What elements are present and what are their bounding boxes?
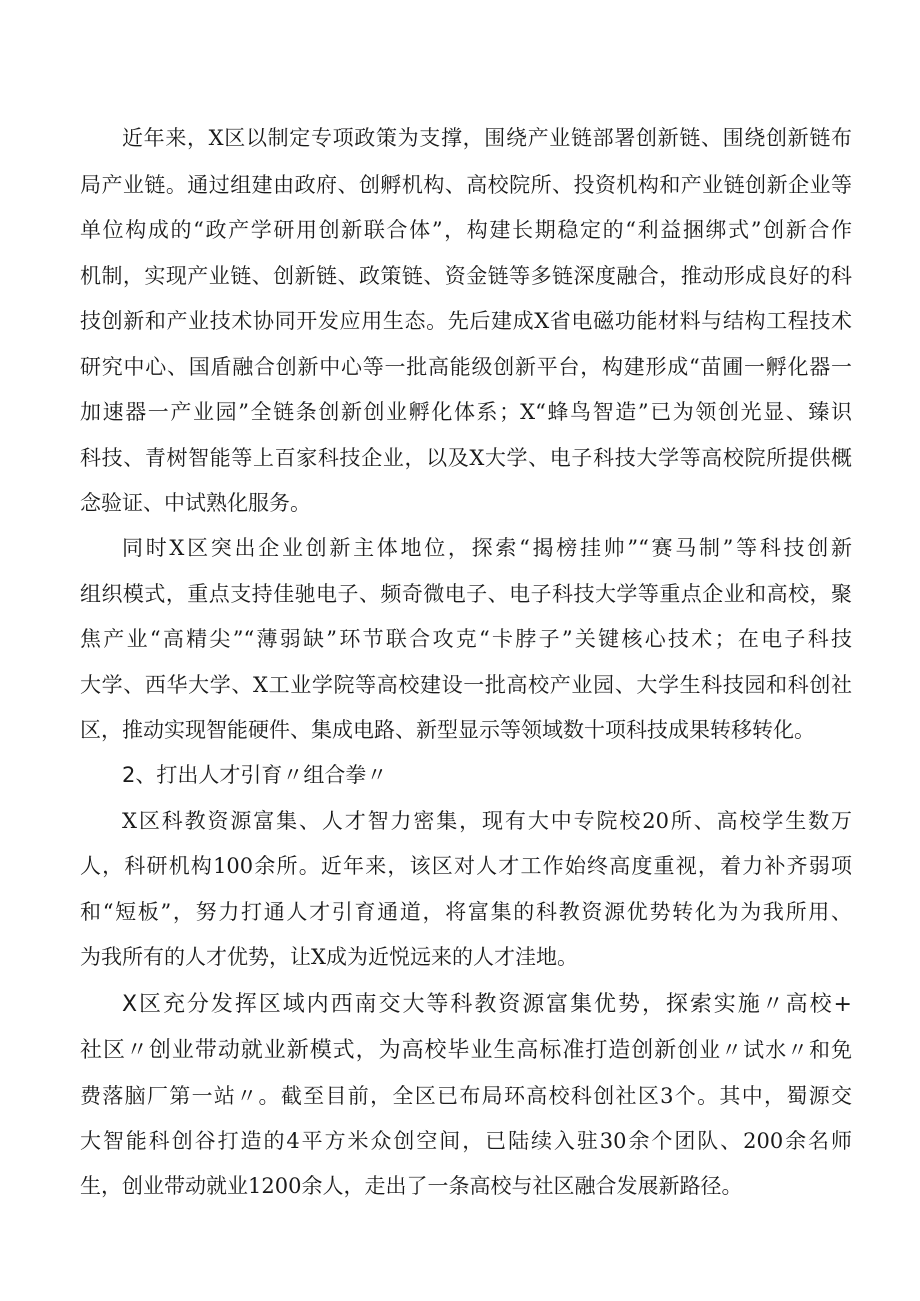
paragraph-1-line: 机制，实现产业链、创新链、政策链、资金链等多链深度融合，推动形成良好的科 [80, 264, 852, 288]
paragraph-3-line: 人，科研机构100余所。近年来，该区对人才工作始终高度重视，着力补齐弱项 [80, 854, 852, 878]
section-heading: 2、打出人才引育〃组合拳〃 [122, 763, 388, 787]
paragraph-1-line: 研究中心、国盾融合创新中心等一批高能级创新平台，构建形成“苗圃一孵化器一 [80, 355, 852, 379]
paragraph-3-line: 和“短板”，努力打通人才引育通道，将富集的科教资源优势转化为为我所用、 [80, 900, 852, 924]
paragraph-1-line: 加速器一产业园”全链条创新创业孵化体系；X“蜂鸟智造”已为领创光显、臻识 [80, 400, 852, 424]
paragraph-1-line: 科技、青树智能等上百家科技企业，以及X大学、电子科技大学等高校院所提供概 [80, 446, 852, 470]
paragraph-1-line: 念验证、中试熟化服务。 [80, 491, 311, 515]
paragraph-3-line: 为我所有的人才优势，让X成为近悦远来的人才洼地。 [80, 945, 578, 969]
paragraph-1-line: 单位构成的“政产学研用创新联合体”，构建长期稳定的“利益捆绑式”创新合作 [80, 218, 852, 242]
paragraph-1-line: 近年来，X区以制定专项政策为支撑，围绕产业链部署创新链、围绕创新链布 [122, 126, 852, 150]
paragraph-2-line: 大学、西华大学、X工业学院等高校建设一批高校产业园、大学生科技园和科创社 [80, 673, 852, 697]
paragraph-1-line: 技创新和产业技术协同开发应用生态。先后建成X省电磁功能材料与结构工程技术 [80, 309, 852, 333]
paragraph-2-line: 焦产业“高精尖”“薄弱缺”环节联合攻克“卡脖子”关键核心技术；在电子科技 [80, 627, 852, 651]
paragraph-3-line: X区科教资源富集、人才智力密集，现有大中专院校20所、高校学生数万 [122, 809, 852, 833]
paragraph-4-emphasis: 社区〃创业带动就业新模式，为高校毕业生高标准打造创新 [80, 1038, 678, 1063]
paragraph-2-line: 同时X区突出企业创新主体地位，探索“揭榜挂帅”“赛马制”等科技创新 [122, 536, 852, 560]
paragraph-4-line: X区充分发挥区域内西南交大等科教资源富集优势，探索实施〃高校+ [122, 992, 852, 1017]
paragraph-4-line: 生，创业带动就业1200余人，走出了一条高校与社区融合发展新路径。 [80, 1174, 743, 1198]
paragraph-4-line [80, 1035, 852, 1065]
paragraph-2-line: 组织模式，重点支持佳驰电子、频奇微电子、电子科技大学等重点企业和高校，聚 [80, 582, 852, 606]
paragraph-2-line: 区，推动实现智能硬件、集成电路、新型显示等领域数十项科技成果转移转化。 [80, 718, 815, 742]
paragraph-4-line: 大智能科创谷打造的4平方米众创空间，已陆续入驻30余个团队、200余名师 [80, 1129, 852, 1153]
paragraph-4-line: 费落脑厂第一站〃。截至目前，全区已布局环高校科创社区3个。其中，蜀源交 [80, 1084, 852, 1108]
paragraph-4-text: 创业〃试水〃和免 [677, 1038, 852, 1062]
paragraph-1-line: 局产业链。通过组建由政府、创孵机构、高校院所、投资机构和产业链创新企业等 [80, 173, 852, 197]
